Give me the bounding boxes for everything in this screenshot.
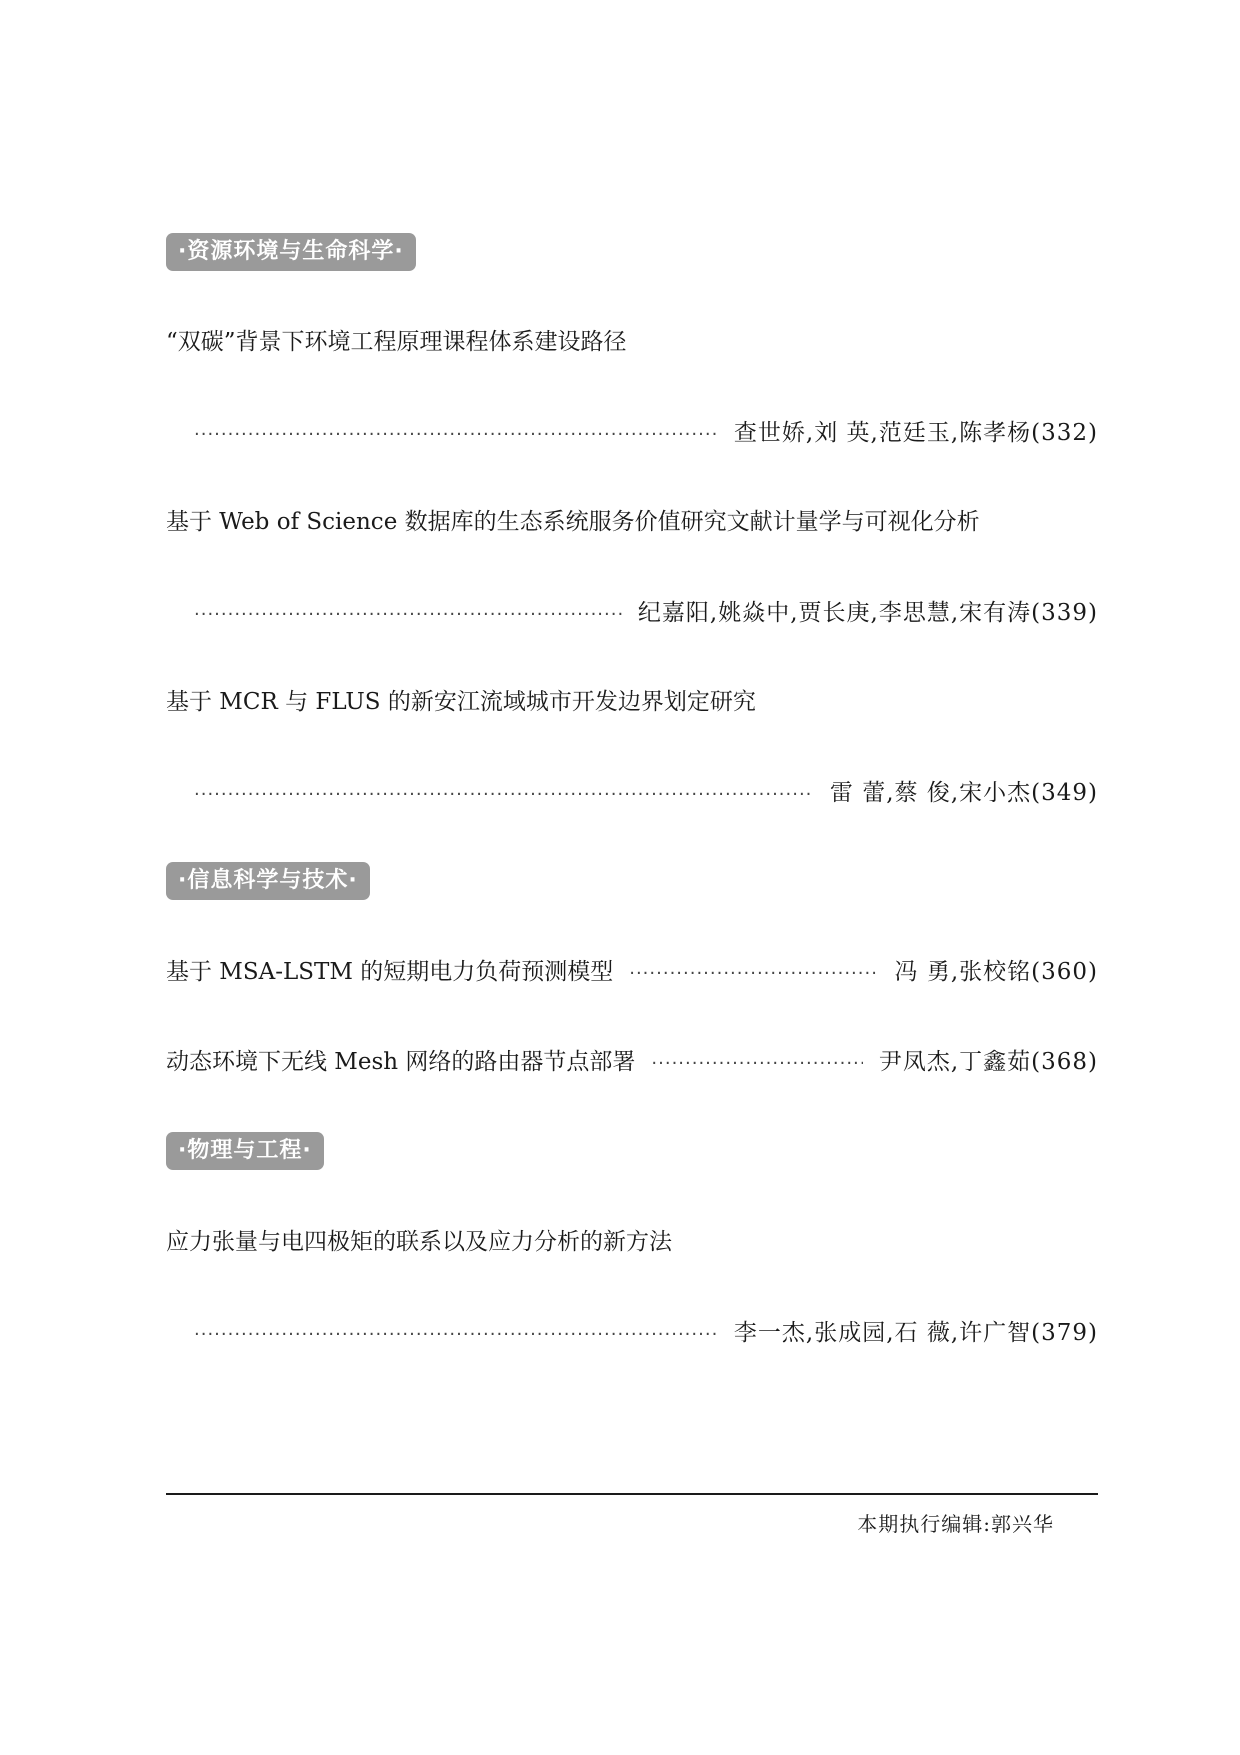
article-authors: 冯 勇,张校铭(360) (894, 959, 1098, 985)
article-title[interactable]: 应力张量与电四极矩的联系以及应力分析的新方法 (166, 1229, 672, 1255)
article-title[interactable]: 基于 Web of Science 数据库的生态系统服务价值研究文献计量学与可视化分析 (166, 509, 980, 535)
article-page: (379) (1031, 1320, 1098, 1346)
leader-dots (651, 1049, 862, 1079)
executive-editor: 本期执行编辑:郭兴华 (857, 1512, 1054, 1536)
article-title[interactable]: 动态环境下无线 Mesh 网络的路由器节点部署 (166, 1049, 636, 1075)
leader-dots (629, 959, 878, 989)
article-title[interactable]: “双碳”背景下环境工程原理课程体系建设路径 (166, 329, 627, 355)
section-header-resources-environment: ·资源环境与生命科学· (166, 233, 416, 271)
article-authors: 查世娇,刘 英,范廷玉,陈孝杨(332) (733, 420, 1098, 446)
article-page: (360) (1031, 959, 1098, 985)
leader-dots (194, 420, 718, 450)
article-title[interactable]: 基于 MCR 与 FLUS 的新安江流域城市开发边界划定研究 (166, 689, 756, 715)
leader-dots (194, 600, 622, 630)
article-authors: 李一杰,张成园,石 薇,许广智(379) (733, 1320, 1098, 1346)
article-page: (339) (1031, 600, 1098, 626)
leader-dots (194, 780, 814, 810)
article-authors: 纪嘉阳,姚焱中,贾长庚,李思慧,宋有涛(339) (637, 600, 1098, 626)
article-page: (368) (1031, 1049, 1098, 1075)
section-header-information-science: ·信息科学与技术· (166, 862, 370, 900)
leader-dots (194, 1320, 718, 1350)
toc-entry-line (166, 1047, 1098, 1079)
toc-entry-line (178, 1318, 1098, 1350)
article-page: (349) (1031, 780, 1098, 806)
article-title[interactable]: 基于 MSA-LSTM 的短期电力负荷预测模型 (166, 959, 614, 985)
toc-entry-line (178, 418, 1098, 450)
article-authors: 雷 蕾,蔡 俊,宋小杰(349) (829, 780, 1098, 806)
footer-divider (166, 1493, 1098, 1495)
section-header-physics-engineering: ·物理与工程· (166, 1132, 324, 1170)
toc-entry-line (178, 598, 1098, 630)
article-page: (332) (1031, 420, 1098, 446)
toc-entry-line (178, 778, 1098, 810)
article-authors: 尹凤杰,丁鑫茹(368) (878, 1049, 1098, 1075)
toc-entry-line (166, 957, 1098, 989)
